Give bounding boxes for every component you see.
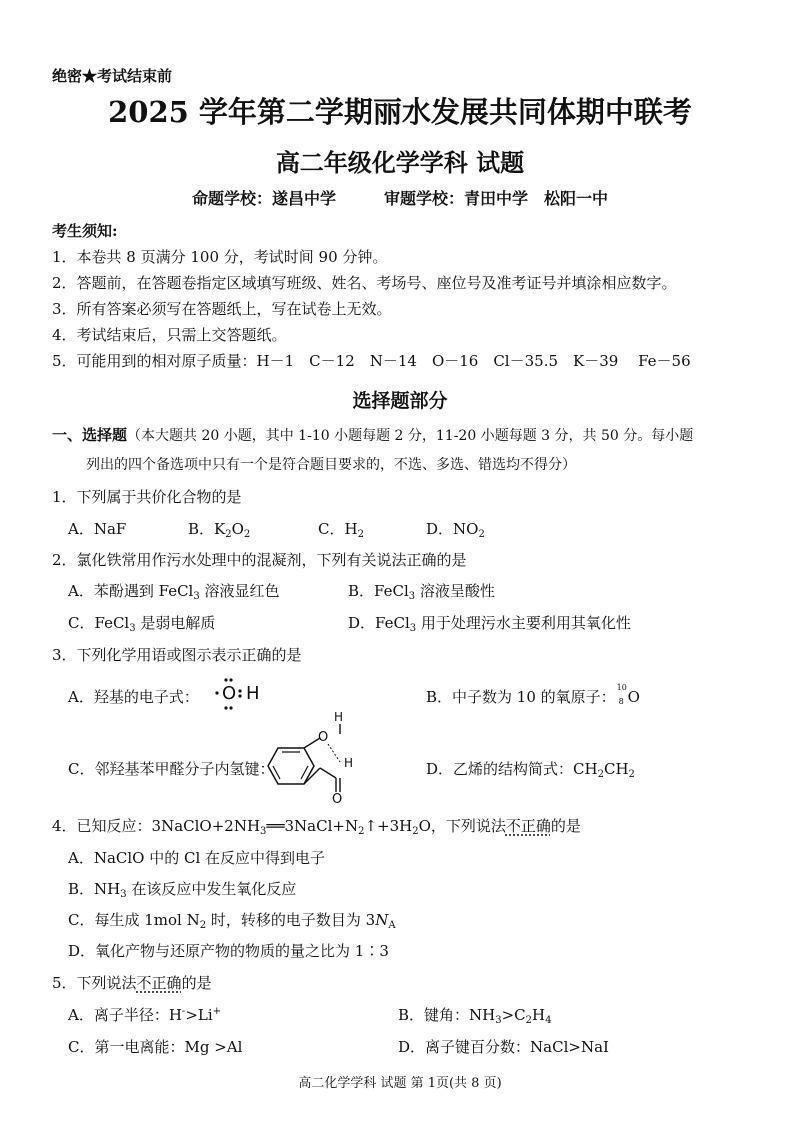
q2-option-c: C．FeCl$_3$ 是弱电解质 xyxy=(68,614,216,634)
q4-option-d: D．氧化产物与还原产物的物质的量之比为 1∶3 xyxy=(68,942,389,960)
q5-option-d: D．离子键百分数：NaCl>NaI xyxy=(398,1038,609,1056)
note-item-3: 3．所有答案必须写在答题纸上，写在试卷上无效。 xyxy=(52,300,392,318)
q4-option-c: C．每生成 1mol $N_2$ 时，转移的电子数目为 $3N_A$ xyxy=(68,911,396,931)
q4-stem: 4．已知反应：$3NaClO+2NH_3══3NaCl+N_2↑+3H_2O$，下列说法不正确的是 xyxy=(52,817,581,837)
q2-option-a: A．苯酚遇到 FeCl$_3$ 溶液显红色 xyxy=(68,582,280,602)
note-item-4: 4．考试结束后，只需上交答题纸。 xyxy=(52,326,287,344)
school-info: 命题学校：遂昌中学 审题学校：青田中学 松阳一中 xyxy=(191,189,608,208)
salicylaldehyde-structure: H O H O xyxy=(256,716,366,808)
q2-option-d: D．FeCl$_3$ 用于处理污水主要利用其氧化性 xyxy=(348,614,631,634)
q1-option-c: C．$H_2$ xyxy=(318,520,364,540)
q3-option-c-label: C．邻羟基苯甲醛分子内氢键： xyxy=(68,760,275,778)
exam-subtitle: 高二年级化学学科 试题 xyxy=(275,148,525,177)
q1-option-a: A．NaF xyxy=(68,520,127,538)
q5-option-c: C．第一电离能：Mg >Al xyxy=(68,1038,243,1056)
notes-heading: 考生须知: xyxy=(52,222,118,240)
note-item-5: 5．可能用到的相对原子质量：H－1 C－12 N－14 O－16 Cl－35.5 K－39 Fe－56 xyxy=(52,352,691,370)
q5-stem: 5．下列说法不正确的是 xyxy=(52,974,212,992)
q2-option-b: B．FeCl$_3$ 溶液呈酸性 xyxy=(348,582,495,602)
section-intro-line-1 xyxy=(52,424,693,445)
page-footer: 高二化学学科 试题 第 1页(共 8 页) xyxy=(298,1076,502,1091)
q5-option-a: A．离子半径：H->Li+ xyxy=(68,1006,222,1024)
q4-option-a: A．NaClO 中的 Cl 在反应中得到电子 xyxy=(68,849,326,867)
electron-dots-icon xyxy=(212,677,262,711)
q5-option-b: B．键角：$NH_3>C_2H_4$ xyxy=(398,1006,552,1026)
q4-option-b: B．$NH_3$ 在该反应中发生氧化反应 xyxy=(68,880,297,900)
hydroxyl-electron-formula: O H xyxy=(212,677,262,711)
q1-option-b: B．$K_2O_2$ xyxy=(188,520,251,540)
q1-stem: 1．下列属于共价化合物的是 xyxy=(52,488,242,506)
q1-option-d: D．$NO_2$ xyxy=(426,520,485,540)
note-item-2: 2．答题前，在答题卷指定区域填写班级、姓名、考场号、座位号及准考证号并填涂相应数字。 xyxy=(52,274,677,292)
q2-stem: 2．氯化铁常用作污水处理中的混凝剂，下列有关说法正确的是 xyxy=(52,551,467,569)
q3-option-a-label: A．羟基的电子式： xyxy=(68,688,199,706)
confidential-label: 绝密★考试结束前 xyxy=(52,67,173,85)
section-title: 选择题部分 xyxy=(352,390,448,412)
section-intro-text-1: （本大题共 20 小题，其中 1-10 小题每题 2 分，11-20 小题每题 3 分，共 50 分。每小题 xyxy=(127,428,694,444)
section-intro-line-2: 列出的四个备选项中只有一个是符合题目要求的，不选、多选、错选均不得分） xyxy=(86,457,576,473)
section-intro-label: 一、选择题 xyxy=(52,426,128,444)
q3-option-b: B．中子数为 10 的氧原子： 10 8 O xyxy=(426,683,640,706)
q3-stem: 3．下列化学用语或图示表示正确的是 xyxy=(52,646,302,664)
q3-option-d: D．乙烯的结构简式：$CH_2CH_2$ xyxy=(426,760,635,780)
note-item-1: 1．本卷共 8 页满分 100 分，考试时间 90 分钟。 xyxy=(52,248,388,266)
exam-title: 2025 学年第二学期丽水发展共同体期中联考 xyxy=(108,95,692,129)
